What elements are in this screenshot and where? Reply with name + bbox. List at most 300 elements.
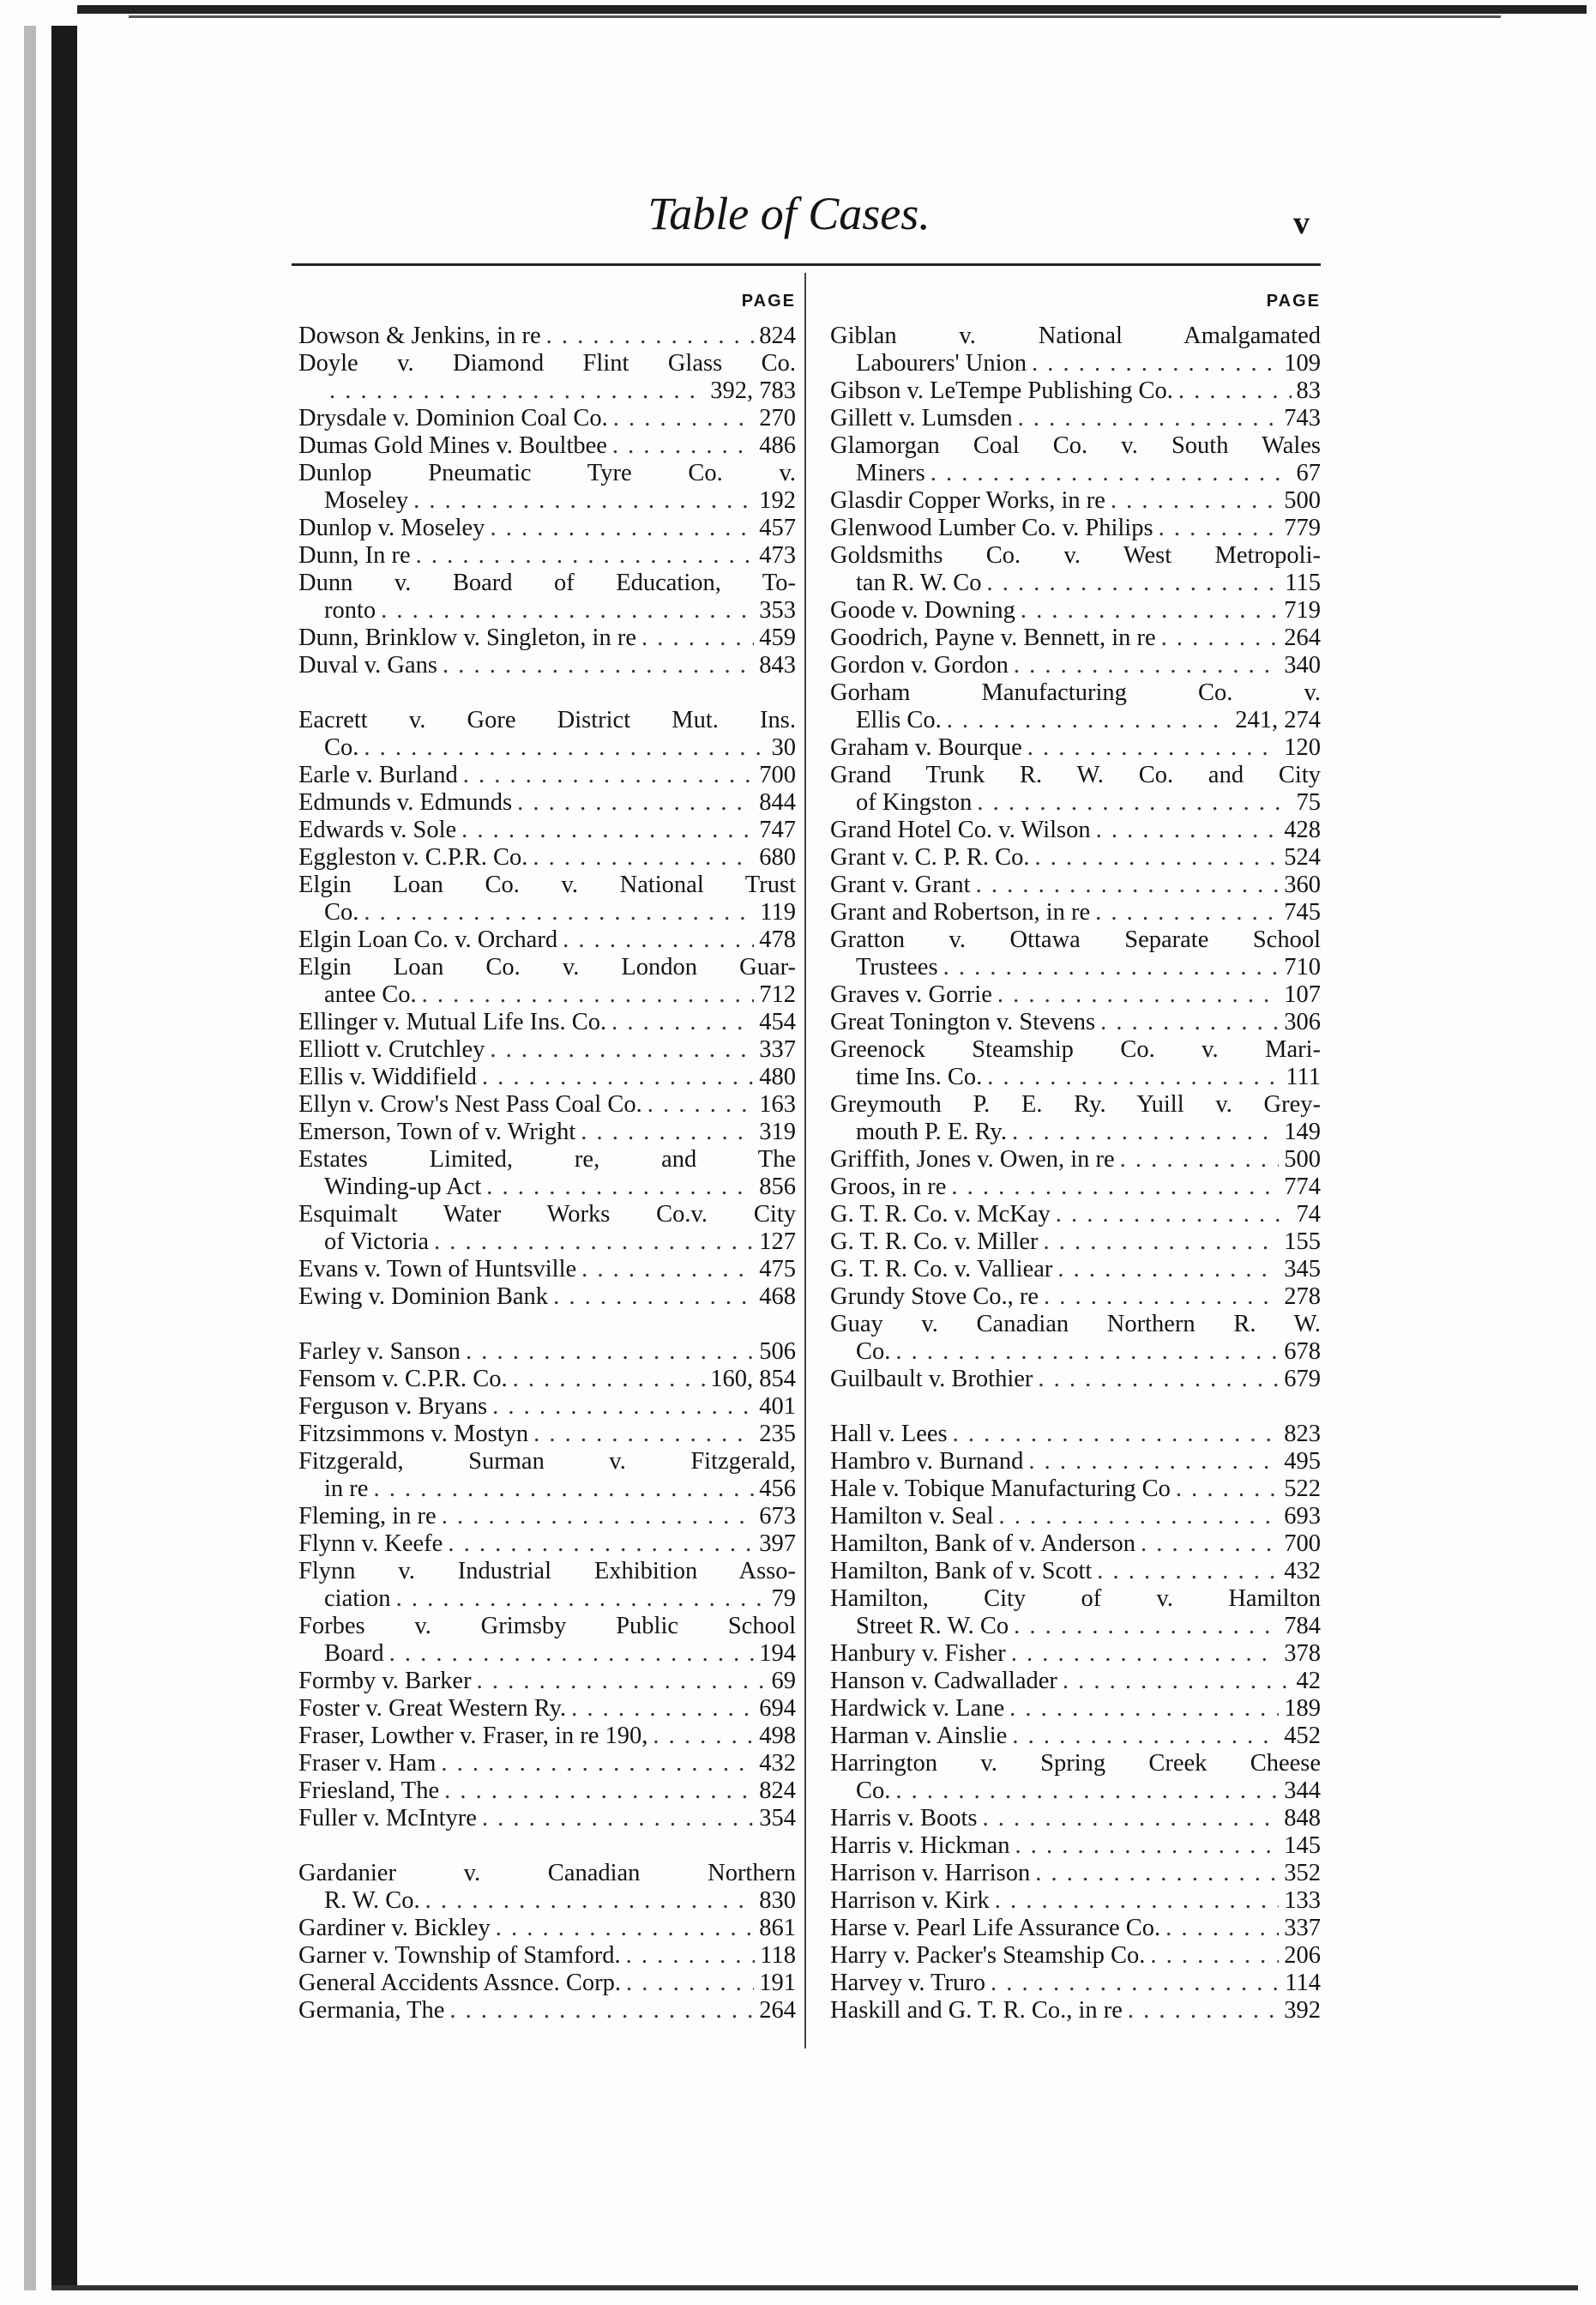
case-name: G. T. R. Co. v. Valliear bbox=[830, 1256, 1053, 1282]
case-entry-line bbox=[298, 789, 796, 817]
case-entry-line bbox=[830, 1009, 1321, 1036]
dot-leader bbox=[1035, 844, 1280, 872]
case-entry-line bbox=[298, 652, 796, 679]
case-entry bbox=[298, 1915, 796, 1942]
case-page: 397 bbox=[759, 1530, 796, 1557]
dot-leader bbox=[373, 1475, 754, 1503]
case-name: Dumas Gold Mines v. Boultbee bbox=[298, 432, 607, 459]
case-entry bbox=[298, 954, 796, 1009]
case-entry-line bbox=[830, 1366, 1321, 1393]
dot-leader bbox=[482, 1805, 754, 1832]
case-page: 392 bbox=[1284, 1997, 1321, 2024]
dot-leader bbox=[1095, 899, 1279, 926]
case-name: G. T. R. Co. v. McKay bbox=[830, 1201, 1051, 1228]
case-name-line: Guay v. Canadian Northern R. W. bbox=[830, 1311, 1321, 1337]
case-name: ciation bbox=[324, 1585, 391, 1612]
dot-leader bbox=[513, 1366, 706, 1393]
case-entry-line bbox=[830, 1613, 1321, 1640]
case-entry-line bbox=[298, 597, 796, 625]
case-name: Street R. W. Co bbox=[856, 1613, 1009, 1639]
dot-leader bbox=[442, 1503, 755, 1530]
case-page: 74 bbox=[1296, 1201, 1321, 1228]
case-entry-line bbox=[298, 1585, 796, 1613]
case-entry bbox=[830, 1091, 1321, 1146]
case-entry bbox=[830, 1970, 1321, 1997]
case-page: 345 bbox=[1284, 1256, 1321, 1282]
case-entry-line bbox=[298, 1393, 796, 1421]
case-entry bbox=[298, 1283, 796, 1311]
case-name: Griffith, Jones v. Owen, in re bbox=[830, 1146, 1115, 1173]
case-entry-line bbox=[298, 1668, 796, 1695]
case-entry-line bbox=[298, 1366, 796, 1393]
case-page: 109 bbox=[1284, 350, 1321, 377]
case-page: 354 bbox=[759, 1805, 796, 1831]
case-entry-line bbox=[830, 1915, 1321, 1942]
dot-leader bbox=[486, 1174, 754, 1201]
case-entry-line bbox=[830, 1997, 1321, 2024]
case-entry-line bbox=[298, 1475, 796, 1503]
dot-leader bbox=[444, 1777, 754, 1805]
case-name: in re bbox=[324, 1475, 369, 1502]
case-name: Hardwick v. Lane bbox=[830, 1695, 1005, 1722]
case-name: Emerson, Town of v. Wright bbox=[298, 1119, 576, 1145]
dot-leader bbox=[581, 1119, 754, 1146]
dot-leader bbox=[381, 597, 754, 625]
case-page: 856 bbox=[759, 1174, 796, 1200]
dot-leader bbox=[611, 1009, 754, 1036]
case-entry bbox=[830, 542, 1321, 597]
dot-leader bbox=[1111, 487, 1279, 515]
right-column bbox=[830, 292, 1321, 2024]
case-name: Ellinger v. Mutual Life Ins. Co. bbox=[298, 1009, 607, 1035]
case-entry-line bbox=[298, 405, 796, 432]
case-entry bbox=[298, 1695, 796, 1723]
case-entry-line bbox=[830, 487, 1321, 515]
case-entry-line bbox=[830, 1064, 1321, 1091]
case-page: 478 bbox=[759, 926, 796, 953]
case-entry-line bbox=[830, 1174, 1321, 1201]
case-entry-line bbox=[830, 1503, 1321, 1530]
case-page: 719 bbox=[1284, 597, 1321, 624]
case-entry-line bbox=[298, 1997, 796, 2024]
case-name-line: Elgin Loan Co. v. London Guar- bbox=[298, 954, 796, 981]
case-entry bbox=[298, 1558, 796, 1613]
case-page: 844 bbox=[759, 789, 796, 816]
case-entry bbox=[830, 1750, 1321, 1805]
case-name: Flynn v. Keefe bbox=[298, 1530, 443, 1557]
case-entry-line bbox=[298, 1723, 796, 1750]
scan-top-edge bbox=[77, 5, 1587, 14]
dot-leader bbox=[490, 515, 754, 542]
case-entry-line bbox=[298, 625, 796, 652]
case-entry-line bbox=[830, 954, 1321, 981]
case-page: 774 bbox=[1284, 1174, 1321, 1200]
case-entry-line bbox=[830, 789, 1321, 817]
case-entry bbox=[830, 1283, 1321, 1311]
case-entry-line bbox=[830, 1832, 1321, 1860]
case-page: 861 bbox=[759, 1915, 796, 1941]
dot-leader bbox=[477, 1668, 767, 1695]
case-page: 160, 854 bbox=[710, 1366, 796, 1392]
case-entry bbox=[298, 1668, 796, 1695]
case-page: 486 bbox=[759, 432, 796, 459]
case-page: 694 bbox=[759, 1695, 796, 1722]
case-name: G. T. R. Co. v. Miller bbox=[830, 1228, 1039, 1255]
case-entry bbox=[830, 432, 1321, 487]
case-entry bbox=[830, 762, 1321, 817]
scan-bottom-edge bbox=[51, 2285, 1578, 2290]
case-page: 475 bbox=[759, 1256, 796, 1282]
case-page: 353 bbox=[759, 597, 796, 624]
case-entry-line bbox=[830, 597, 1321, 625]
case-name: Gibson v. LeTempe Publishing Co. bbox=[830, 377, 1173, 404]
case-name: Hamilton, Bank of v. Anderson bbox=[830, 1530, 1135, 1557]
case-name: Harris v. Hickman bbox=[830, 1832, 1010, 1859]
case-entry bbox=[298, 542, 796, 570]
case-page: 457 bbox=[759, 515, 796, 541]
dot-leader bbox=[1012, 1119, 1279, 1146]
case-entry-line bbox=[830, 1475, 1321, 1503]
case-entry-line bbox=[298, 1503, 796, 1530]
case-name-line: Greymouth P. E. Ry. Yuill v. Grey- bbox=[830, 1091, 1321, 1118]
case-entry bbox=[830, 1146, 1321, 1174]
case-page: 352 bbox=[1284, 1860, 1321, 1886]
case-name: Co. bbox=[324, 899, 359, 926]
case-entry-line bbox=[298, 762, 796, 789]
case-page: 127 bbox=[759, 1228, 796, 1255]
case-entry-line bbox=[298, 1036, 796, 1064]
case-entry-line bbox=[298, 1695, 796, 1723]
dot-leader bbox=[995, 1887, 1280, 1915]
case-name-line: Estates Limited, re, and The bbox=[298, 1146, 796, 1173]
case-entry-line bbox=[830, 1146, 1321, 1174]
case-entry-line bbox=[298, 1970, 796, 1997]
case-entry bbox=[830, 1503, 1321, 1530]
dot-leader bbox=[413, 487, 754, 515]
case-name-line: Dunlop Pneumatic Tyre Co. v. bbox=[298, 460, 796, 486]
case-entry bbox=[298, 1805, 796, 1832]
case-entry bbox=[298, 515, 796, 542]
case-name: General Accidents Assnce. Corp. bbox=[298, 1970, 621, 1996]
case-entry bbox=[830, 679, 1321, 734]
case-name: Hanbury v. Fisher bbox=[830, 1640, 1006, 1667]
case-entry bbox=[298, 405, 796, 432]
case-page: 133 bbox=[1284, 1887, 1321, 1914]
case-name: mouth P. E. Ry. bbox=[856, 1119, 1007, 1145]
dot-leader bbox=[943, 954, 1280, 981]
case-entry bbox=[830, 515, 1321, 542]
case-entry-line bbox=[830, 570, 1321, 597]
case-entry-line bbox=[830, 460, 1321, 487]
dot-leader bbox=[1038, 1366, 1279, 1393]
case-page: 340 bbox=[1284, 652, 1321, 679]
case-name: Co. bbox=[856, 1777, 891, 1804]
case-name: Guilbault v. Brothier bbox=[830, 1366, 1033, 1392]
case-entry bbox=[830, 1832, 1321, 1860]
dot-leader bbox=[1161, 625, 1280, 652]
dot-leader bbox=[983, 1805, 1280, 1832]
case-page: 495 bbox=[1284, 1448, 1321, 1475]
case-name: Edwards v. Sole bbox=[298, 817, 457, 843]
case-entry bbox=[298, 323, 796, 350]
case-name: Harris v. Boots bbox=[830, 1805, 978, 1831]
case-page: 500 bbox=[1284, 487, 1321, 514]
dot-leader bbox=[466, 1338, 754, 1366]
case-entry-line bbox=[830, 1448, 1321, 1475]
case-entry-line bbox=[830, 817, 1321, 844]
dot-leader bbox=[1044, 1283, 1279, 1311]
case-page: 710 bbox=[1284, 954, 1321, 981]
dot-leader bbox=[533, 1421, 754, 1448]
case-entry bbox=[830, 1174, 1321, 1201]
case-page: 700 bbox=[759, 762, 796, 788]
case-page: 360 bbox=[1284, 872, 1321, 898]
case-page: 319 bbox=[759, 1119, 796, 1145]
case-name-line: Gardanier v. Canadian Northern bbox=[298, 1860, 796, 1886]
case-page: 119 bbox=[760, 899, 796, 926]
case-entry bbox=[298, 432, 796, 460]
case-entry-line bbox=[830, 1695, 1321, 1723]
case-entry-line bbox=[830, 1558, 1321, 1585]
case-entry bbox=[298, 844, 796, 872]
case-page: 337 bbox=[1284, 1915, 1321, 1941]
dot-leader bbox=[416, 542, 755, 570]
case-page: 843 bbox=[759, 652, 796, 679]
case-entry bbox=[298, 1256, 796, 1283]
case-page: 264 bbox=[1284, 625, 1321, 651]
case-entry bbox=[830, 872, 1321, 899]
left-column bbox=[298, 292, 796, 2024]
case-entry-line bbox=[298, 844, 796, 872]
case-name: Board bbox=[324, 1640, 384, 1667]
case-page: 673 bbox=[759, 1503, 796, 1530]
case-entry-line bbox=[298, 377, 796, 405]
case-entry bbox=[830, 1475, 1321, 1503]
dot-leader bbox=[1100, 1009, 1279, 1036]
case-entry bbox=[298, 1503, 796, 1530]
case-entry bbox=[830, 323, 1321, 377]
case-entry-line bbox=[830, 625, 1321, 652]
case-page: 468 bbox=[759, 1283, 796, 1310]
case-entry bbox=[298, 1723, 796, 1750]
case-entry-line bbox=[298, 1915, 796, 1942]
case-name: Graham v. Bourque bbox=[830, 734, 1022, 761]
dot-leader bbox=[1009, 1695, 1279, 1723]
case-page: 378 bbox=[1284, 1640, 1321, 1667]
dot-leader bbox=[434, 1228, 754, 1256]
case-name: Winding-up Act bbox=[324, 1174, 482, 1200]
dot-leader bbox=[463, 762, 755, 789]
case-name: of Victoria bbox=[324, 1228, 430, 1255]
case-entry bbox=[830, 1366, 1321, 1393]
case-name: Hale v. Tobique Manufacturing Co bbox=[830, 1475, 1171, 1502]
case-entry bbox=[830, 625, 1321, 652]
case-page: 456 bbox=[759, 1475, 796, 1502]
case-name: Elliott v. Crutchley bbox=[298, 1036, 485, 1063]
case-entry bbox=[298, 1064, 796, 1091]
dot-leader bbox=[546, 323, 755, 350]
case-entry bbox=[298, 1970, 796, 1997]
case-entry bbox=[298, 1091, 796, 1119]
case-page: 192 bbox=[759, 487, 796, 514]
case-name-line: Fitzgerald, Surman v. Fitzgerald, bbox=[298, 1448, 796, 1475]
case-entry bbox=[298, 460, 796, 515]
case-entry bbox=[298, 1146, 796, 1201]
dot-leader bbox=[977, 789, 1291, 817]
case-entry bbox=[830, 1558, 1321, 1585]
case-name-line: Gorham Manufacturing Co. v. bbox=[830, 679, 1321, 706]
dot-leader bbox=[987, 1064, 1280, 1091]
case-name: tan R. W. Co bbox=[856, 570, 982, 596]
case-entry-line bbox=[298, 1174, 796, 1201]
dot-leader bbox=[533, 844, 754, 872]
case-name: Gardiner v. Bickley bbox=[298, 1915, 491, 1941]
case-page: 79 bbox=[771, 1585, 796, 1612]
case-name: Goodrich, Payne v. Bennett, in re bbox=[830, 625, 1156, 651]
case-entry-line bbox=[298, 1091, 796, 1119]
case-name: Harse v. Pearl Life Assurance Co. bbox=[830, 1915, 1161, 1941]
case-name: Hanson v. Cadwallader bbox=[830, 1668, 1057, 1694]
dot-leader bbox=[1178, 377, 1292, 405]
dot-leader bbox=[1035, 1860, 1279, 1887]
case-page: 206 bbox=[1284, 1942, 1321, 1969]
case-page: 270 bbox=[759, 405, 796, 431]
dot-leader bbox=[389, 1640, 755, 1668]
dot-leader bbox=[997, 981, 1279, 1009]
case-entry bbox=[298, 872, 796, 926]
dot-leader bbox=[496, 1915, 755, 1942]
case-entry bbox=[298, 707, 796, 762]
dot-leader bbox=[986, 570, 1280, 597]
case-entry bbox=[830, 1530, 1321, 1558]
case-page: 306 bbox=[1284, 1009, 1321, 1035]
dot-leader bbox=[1097, 1558, 1279, 1585]
case-page: 743 bbox=[1284, 405, 1321, 431]
case-page: 278 bbox=[1284, 1283, 1321, 1310]
dot-leader bbox=[951, 1174, 1279, 1201]
case-name: R. W. Co. bbox=[324, 1887, 420, 1914]
dot-leader bbox=[581, 1256, 754, 1283]
dot-leader bbox=[441, 1750, 754, 1777]
case-entry bbox=[298, 1393, 796, 1421]
dot-leader bbox=[953, 1421, 1280, 1448]
case-page: 111 bbox=[1286, 1064, 1321, 1090]
case-entry-line bbox=[830, 515, 1321, 542]
case-name: Germania, The bbox=[298, 1997, 445, 2024]
case-entry bbox=[298, 926, 796, 954]
case-entry-line bbox=[830, 1887, 1321, 1915]
case-entry bbox=[298, 1119, 796, 1146]
case-entry-line bbox=[830, 1777, 1321, 1805]
case-page: 149 bbox=[1284, 1119, 1321, 1145]
case-page: 473 bbox=[759, 542, 796, 569]
case-entry bbox=[830, 405, 1321, 432]
dot-leader bbox=[653, 1723, 754, 1750]
case-name: Trustees bbox=[856, 954, 938, 981]
case-entry-line bbox=[298, 323, 796, 350]
dot-leader bbox=[641, 625, 754, 652]
case-entry bbox=[298, 1366, 796, 1393]
case-entry bbox=[298, 1036, 796, 1064]
case-name: Elgin Loan Co. v. Orchard bbox=[298, 926, 558, 953]
case-entry bbox=[830, 1036, 1321, 1091]
case-name: Harrison v. Harrison bbox=[830, 1860, 1031, 1886]
case-entry-line bbox=[298, 1805, 796, 1832]
case-name-line: Gratton v. Ottawa Separate School bbox=[830, 926, 1321, 953]
case-name: time Ins. Co. bbox=[856, 1064, 983, 1090]
case-entry-line bbox=[298, 542, 796, 570]
dot-leader bbox=[613, 405, 755, 432]
case-entry-line bbox=[830, 1723, 1321, 1750]
case-page: 452 bbox=[1284, 1723, 1321, 1749]
case-entry bbox=[830, 1421, 1321, 1448]
dot-leader bbox=[895, 1777, 1279, 1805]
case-entry-line bbox=[830, 350, 1321, 377]
case-page: 432 bbox=[759, 1750, 796, 1777]
dot-leader bbox=[1165, 1915, 1279, 1942]
case-page: 83 bbox=[1296, 377, 1321, 404]
case-name: Fraser v. Ham bbox=[298, 1750, 437, 1777]
case-page: 67 bbox=[1296, 460, 1321, 486]
case-entry-line bbox=[830, 405, 1321, 432]
case-page: 107 bbox=[1284, 981, 1321, 1008]
case-name-line: Harrington v. Spring Creek Cheese bbox=[830, 1750, 1321, 1777]
case-name: Glasdir Copper Works, in re bbox=[830, 487, 1105, 514]
case-page: 189 bbox=[1284, 1695, 1321, 1722]
case-entry bbox=[830, 1997, 1321, 2024]
case-name: Hall v. Lees bbox=[830, 1421, 948, 1447]
dot-leader bbox=[1056, 1201, 1292, 1228]
case-entry-line bbox=[298, 734, 796, 762]
case-name: Dunn, In re bbox=[298, 542, 411, 569]
case-entry bbox=[830, 1201, 1321, 1228]
dot-leader bbox=[1012, 1723, 1279, 1750]
dot-leader bbox=[461, 817, 754, 844]
case-name: Grand Hotel Co. v. Wilson bbox=[830, 817, 1091, 843]
page-title: Table of Cases. bbox=[647, 188, 930, 239]
case-entry-line bbox=[830, 1228, 1321, 1256]
case-page: 163 bbox=[759, 1091, 796, 1118]
case-name: Duval v. Gans bbox=[298, 652, 437, 679]
case-name: antee Co. bbox=[324, 981, 417, 1008]
case-entry bbox=[298, 1448, 796, 1503]
dot-leader bbox=[1096, 817, 1280, 844]
case-name: Dunlop v. Moseley bbox=[298, 515, 485, 541]
case-entry-line bbox=[298, 899, 796, 926]
case-name: Fleming, in re bbox=[298, 1503, 437, 1530]
case-name: Grant v. Grant bbox=[830, 872, 971, 898]
case-name: Labourers' Union bbox=[856, 350, 1027, 377]
case-entry bbox=[298, 652, 796, 679]
case-entry bbox=[298, 1009, 796, 1036]
case-entry bbox=[298, 1421, 796, 1448]
case-entry-line bbox=[830, 1283, 1321, 1311]
case-entry bbox=[830, 1448, 1321, 1475]
dot-leader bbox=[947, 707, 1230, 734]
case-entry bbox=[830, 1228, 1321, 1256]
dot-leader bbox=[482, 1064, 754, 1091]
dot-leader bbox=[991, 1970, 1280, 1997]
dot-leader bbox=[517, 789, 754, 817]
case-entry-line bbox=[298, 926, 796, 954]
case-page: 69 bbox=[771, 1668, 796, 1694]
case-name: Harry v. Packer's Steamship Co. bbox=[830, 1942, 1146, 1969]
case-entry bbox=[830, 1311, 1321, 1366]
dot-leader bbox=[1176, 1475, 1279, 1503]
case-entry-line bbox=[830, 1256, 1321, 1283]
case-name: Fuller v. McIntyre bbox=[298, 1805, 477, 1831]
case-entry bbox=[830, 1585, 1321, 1640]
